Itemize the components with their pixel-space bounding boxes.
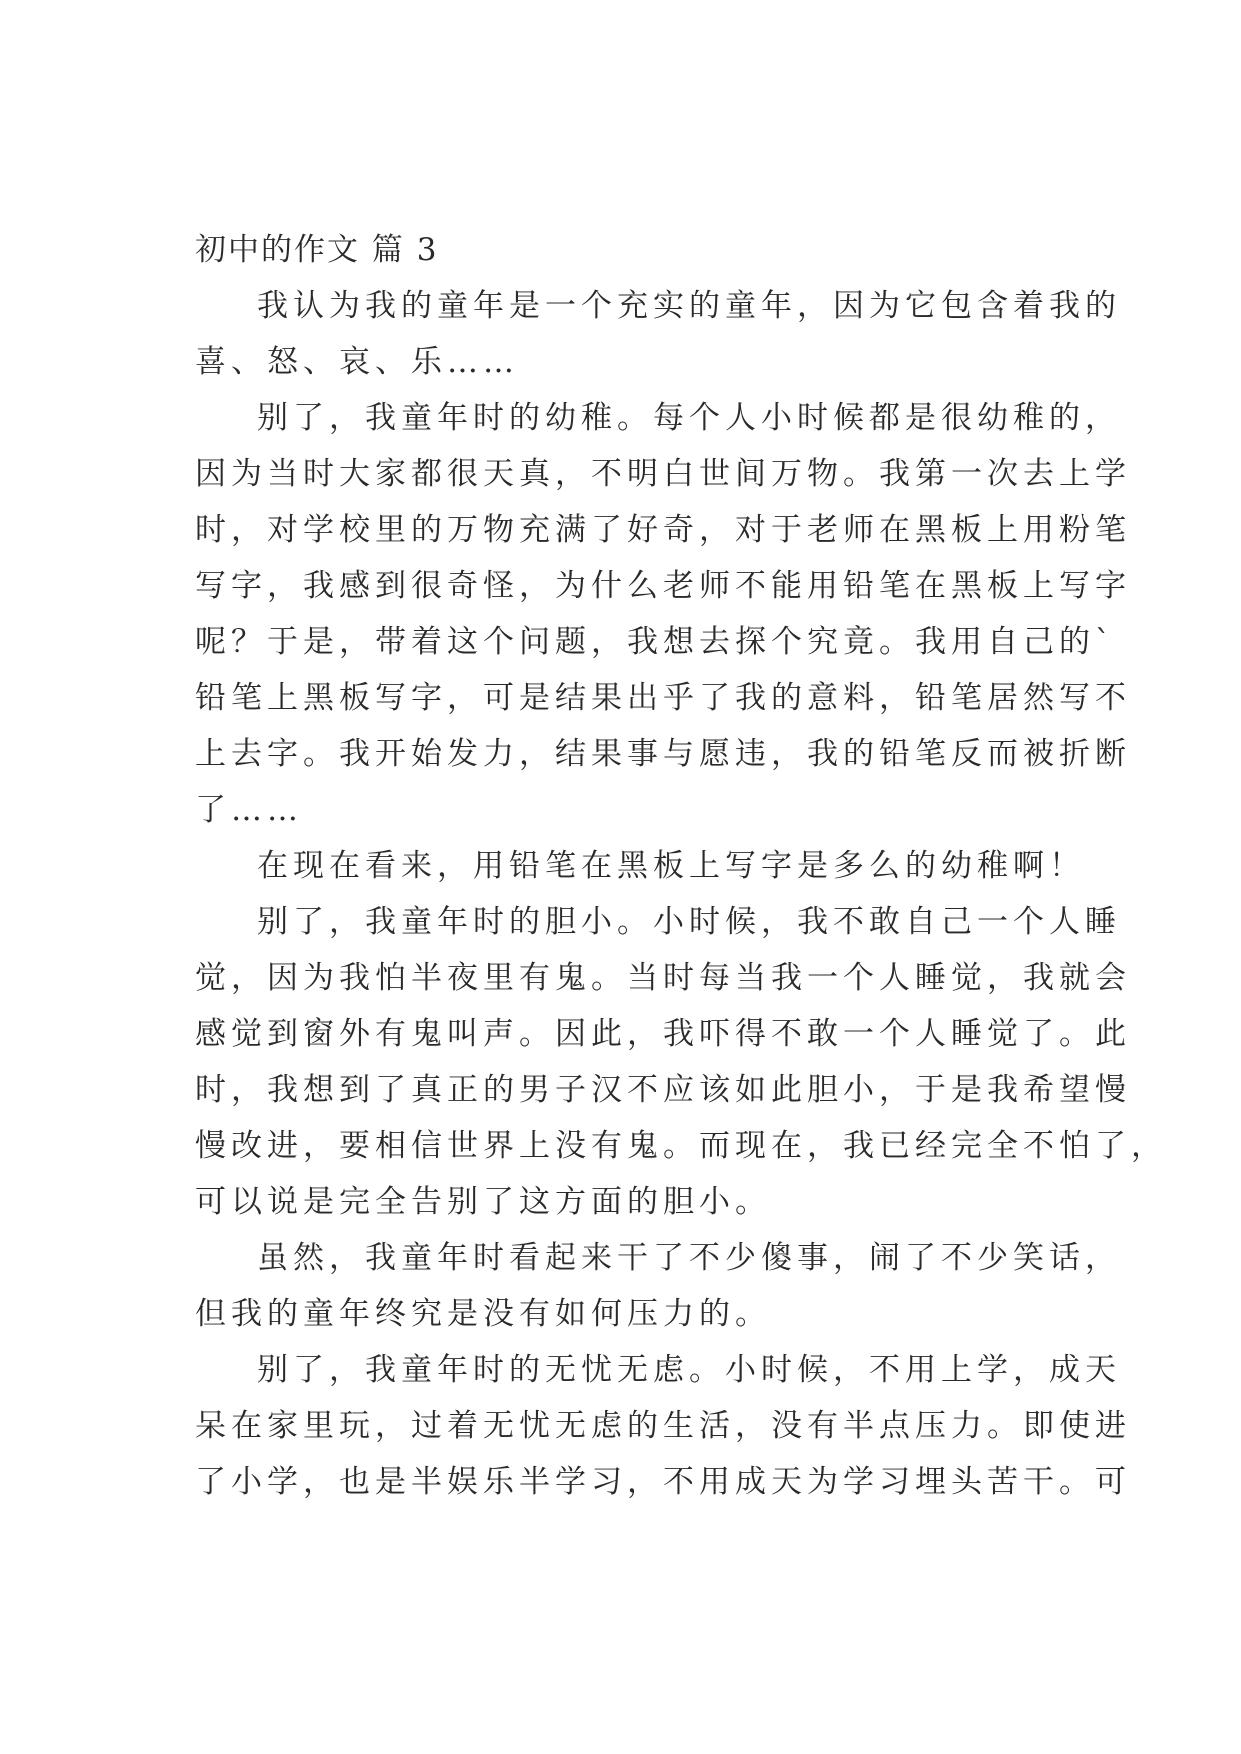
essay-body xyxy=(195,222,1167,1510)
text-line: 时，对学校里的万物充满了好奇，对于老师在黑板上用粉笔 xyxy=(195,512,1131,548)
text-line: 写字，我感到很奇怪，为什么老师不能用铅笔在黑板上写字 xyxy=(195,568,1131,604)
text-line: 可以说是完全告别了这方面的胆小。 xyxy=(195,1184,771,1220)
text-line: 在现在看来，用铅笔在黑板上写字是多么的幼稚啊！ xyxy=(257,848,1085,884)
text-line: 因为当时大家都很天真，不明白世间万物。我第一次去上学 xyxy=(195,456,1131,492)
text-line: 觉，因为我怕半夜里有鬼。当时每当我一个人睡觉，我就会 xyxy=(195,960,1131,996)
text-line: 时，我想到了真正的男子汉不应该如此胆小，于是我希望慢 xyxy=(195,1072,1131,1108)
text-line: 感觉到窗外有鬼叫声。因此，我吓得不敢一个人睡觉了。此 xyxy=(195,1016,1131,1052)
text-line: 但我的童年终究是没有如何压力的。 xyxy=(195,1296,771,1332)
text-line: 喜、怒、哀、乐…… xyxy=(195,344,519,380)
text-line: 呢？于是，带着这个问题，我想去探个究竟。我用自己的` xyxy=(195,624,1116,660)
text-line: 别了，我童年时的幼稚。每个人小时候都是很幼稚的， xyxy=(257,400,1121,436)
text-line: 了…… xyxy=(195,792,303,828)
text-line: 呆在家里玩，过着无忧无虑的生活，没有半点压力。即使进 xyxy=(195,1408,1131,1444)
text-line: 别了，我童年时的胆小。小时候，我不敢自己一个人睡 xyxy=(257,904,1121,940)
text-line: 上去字。我开始发力，结果事与愿违，我的铅笔反而被折断 xyxy=(195,736,1131,772)
text-line: 铅笔上黑板写字，可是结果出乎了我的意料，铅笔居然写不 xyxy=(195,680,1131,716)
text-line: 了小学，也是半娱乐半学习，不用成天为学习埋头苦干。可 xyxy=(195,1464,1131,1500)
text-line: 虽然，我童年时看起来干了不少傻事，闹了不少笑话， xyxy=(257,1240,1121,1276)
text-line: 我认为我的童年是一个充实的童年，因为它包含着我的 xyxy=(257,288,1121,324)
essay-title: 初中的作文 篇 3 xyxy=(195,232,439,268)
text-line: 慢改进，要相信世界上没有鬼。而现在，我已经完全不怕了， xyxy=(195,1128,1167,1164)
text-line: 别了，我童年时的无忧无虑。小时候，不用上学，成天 xyxy=(257,1352,1121,1388)
